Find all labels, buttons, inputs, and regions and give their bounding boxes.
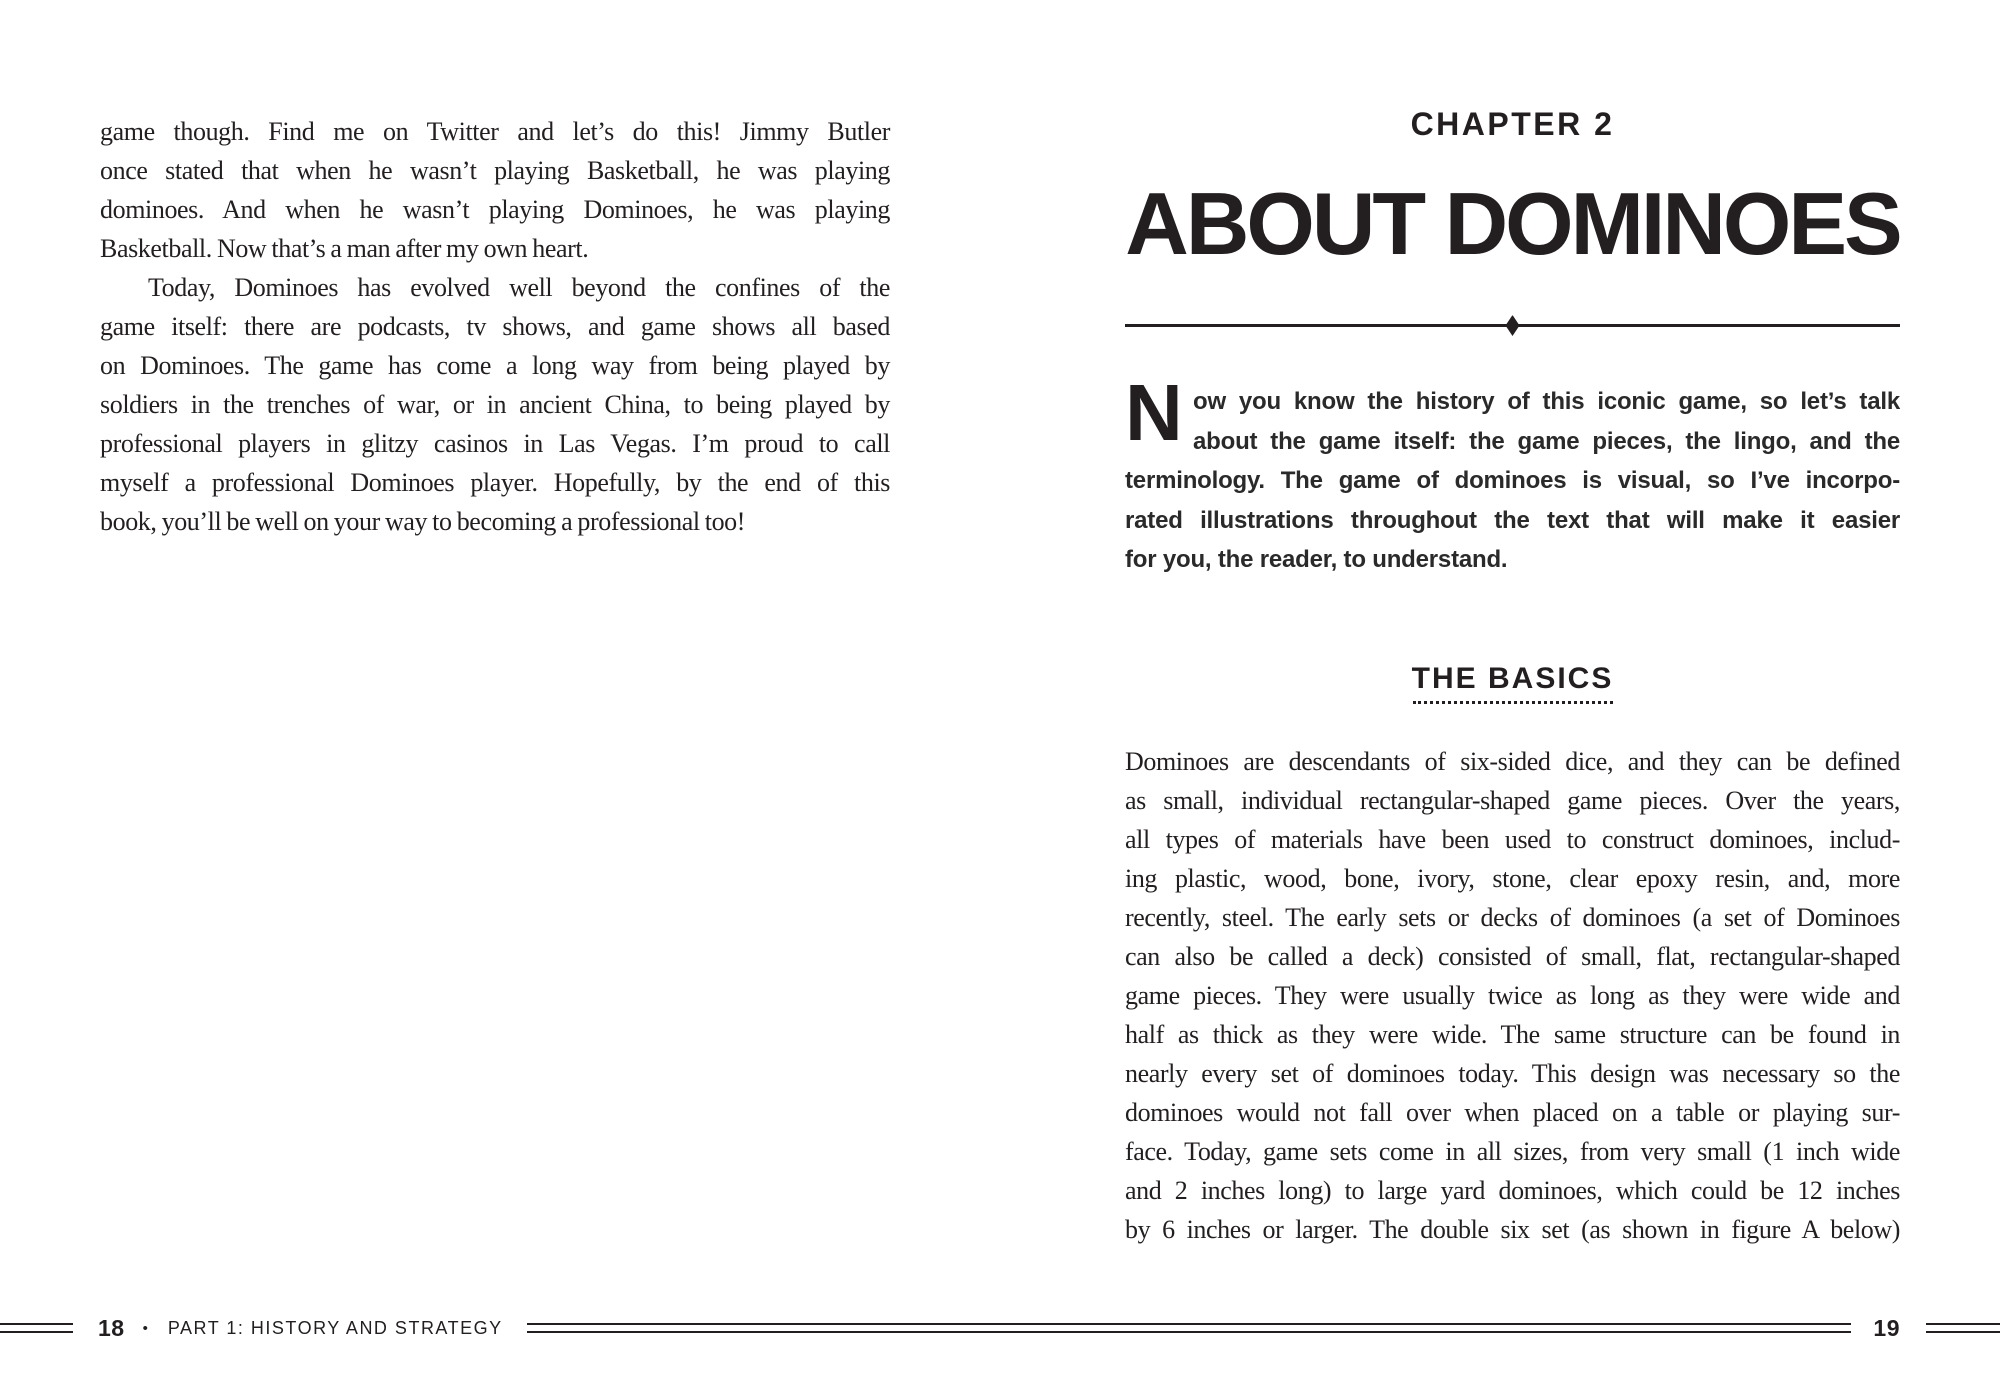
text-line: dominoes would not fall over when placed on a table or playing sur- xyxy=(1125,1098,1900,1127)
section-divider-rule xyxy=(1125,324,1900,327)
divider-diamond-icon xyxy=(1506,315,1520,336)
text-line: book, you’ll be well on your way to becoming a professional too! xyxy=(100,507,746,536)
section-heading-underline xyxy=(1413,701,1613,704)
intro-line: ow you know the history of this iconic game, so let’s talk xyxy=(1193,388,1900,415)
text-line: all types of materials have been used to construct dominoes, includ- xyxy=(1125,825,1900,854)
text-line: by 6 inches or larger. The double six set (as shown in figure A below) xyxy=(1125,1215,1900,1244)
text-line: professional players in glitzy casinos in Las Vegas. I’m proud to call xyxy=(100,429,890,458)
intro-line: rated illustrations throughout the text that will make it easier xyxy=(1125,506,1900,534)
page-number-left: 18 xyxy=(98,1314,125,1341)
text-line: and 2 inches long) to large yard dominoes, which could be 12 inches xyxy=(1125,1176,1900,1205)
chapter-title: ABOUT DOMINOES xyxy=(1125,174,1900,273)
footer-rule-middle xyxy=(527,1323,1852,1333)
text-line: ing plastic, wood, bone, ivory, stone, clear epoxy resin, and, more xyxy=(1125,864,1900,893)
footer-rule-right xyxy=(1926,1323,2000,1333)
text-line: Today, Dominoes has evolved well beyond the confines of the xyxy=(148,273,890,302)
intro-line: terminology. The game of dominoes is visual, so I’ve incorpo- xyxy=(1125,467,1900,494)
text-line: soldiers in the trenches of war, or in ancient China, to being played by xyxy=(100,390,890,419)
text-line: Basketball. Now that’s a man after my own heart. xyxy=(100,234,589,263)
left-page-text-block xyxy=(100,112,890,541)
text-line: half as thick as they were wide. The same structure can be found in xyxy=(1125,1020,1900,1049)
text-line: as small, individual rectangular-shaped game pieces. Over the years, xyxy=(1125,786,1900,815)
text-line: myself a professional Dominoes player. Hopefully, by the end of this xyxy=(100,468,890,497)
text-line: game itself: there are podcasts, tv shows, and game shows all based xyxy=(100,312,890,341)
text-line: once stated that when he wasn’t playing Basketball, he was playing xyxy=(100,156,890,185)
part-title: PART 1: HISTORY AND STRATEGY xyxy=(167,1317,503,1338)
intro-line: about the game itself: the game pieces, the lingo, and the xyxy=(1193,427,1900,455)
text-line: dominoes. And when he wasn’t playing Dominoes, he was playing xyxy=(100,195,890,224)
footer-separator-dot: • xyxy=(142,1319,148,1337)
footer xyxy=(0,1314,2000,1342)
text-line: game though. Find me on Twitter and let’s do this! Jimmy Butler xyxy=(100,117,890,146)
chapter-label: CHAPTER 2 xyxy=(1410,106,1615,142)
text-line: face. Today, game sets come in all sizes, from very small (1 inch wide xyxy=(1125,1137,1900,1166)
text-line: can also be called a deck) consisted of small, flat, rectangular-shaped xyxy=(1125,942,1900,971)
text-line: recently, steel. The early sets or decks of dominoes (a set of Dominoes xyxy=(1125,903,1900,932)
text-line: nearly every set of dominoes today. This design was necessary so the xyxy=(1125,1059,1900,1088)
section-heading-block xyxy=(1125,662,1900,704)
text-line: Dominoes are descendants of six-sided dice, and they can be defined xyxy=(1125,747,1900,776)
intro-line: for you, the reader, to understand. xyxy=(1125,546,1508,573)
page-number-right: 19 xyxy=(1873,1314,1900,1341)
right-page-column xyxy=(1125,0,1900,1400)
text-line: game pieces. They were usually twice as long as they were wide and xyxy=(1125,981,1900,1010)
right-page-body-text xyxy=(1125,742,1900,1249)
footer-rule-left xyxy=(0,1323,73,1333)
drop-cap: N xyxy=(1125,368,1183,457)
section-heading: THE BASICS xyxy=(1411,662,1614,695)
text-line: on Dominoes. The game has come a long way from being played by xyxy=(100,351,890,380)
intro-paragraph xyxy=(1125,368,1900,580)
